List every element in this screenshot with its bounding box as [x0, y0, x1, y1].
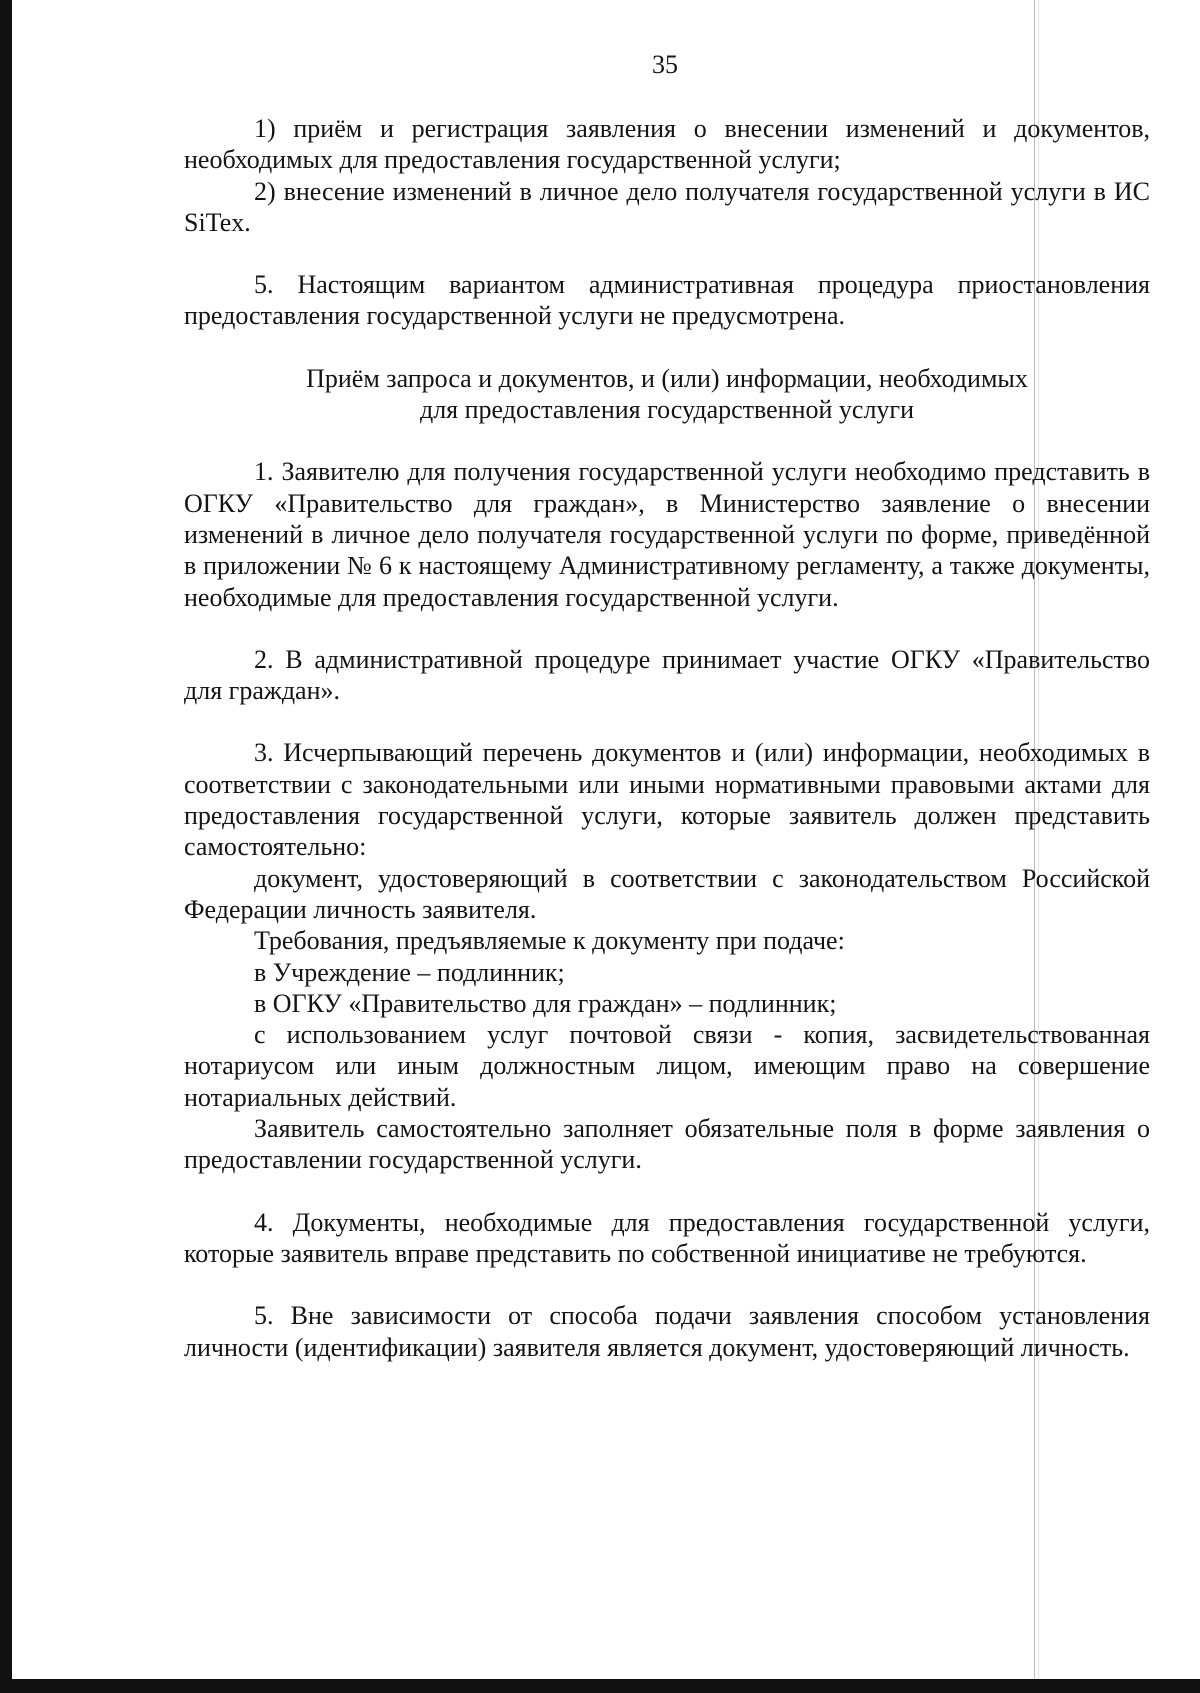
paragraph-2: 2. В административной процедуре принимает участие ОГКУ «Правительство для граждан».	[184, 644, 1150, 706]
paragraph-3-ogku: в ОГКУ «Правительство для граждан» – подлинник;	[254, 988, 837, 1018]
scan-edge-bottom	[0, 1679, 1200, 1693]
section-heading	[184, 363, 1150, 426]
list-item-2: 2) внесение изменений в личное дело получателя государственной услуги в ИС SiTex.	[184, 176, 1150, 237]
paragraph-1: 1. Заявителю для получения государственной услуги необходимо представить в ОГКУ «Правительство для граждан», в Министерство заявление о внесении изменений в личное дело получателя государственной услуги по форме, приведённой в приложении № 6 к настоящему Административному регламенту, а также документы, необходимые для предоставления государственной услуги.	[184, 457, 1150, 612]
paragraph-5-suspension: 5. Настоящим вариантом административная процедура приостановления предоставления государственной услуги не предусмотрена.	[184, 270, 1150, 331]
paragraph-5: 5. Вне зависимости от способа подачи заявления способом установления личности (идентификации) заявителя является документ, удостоверяющий личность.	[184, 1301, 1150, 1362]
document-body	[184, 113, 1150, 1363]
section-heading-line-2: для предоставления государственной услуги	[419, 395, 915, 425]
page-number: 35	[652, 50, 678, 79]
scan-edge-left	[0, 0, 12, 1693]
paragraph-3-institution: в Учреждение – подлинник;	[254, 957, 565, 987]
paragraph-3-requirements: Требования, предъявляемые к документу при подаче:	[254, 926, 845, 956]
paragraph-4: 4. Документы, необходимые для предоставления государственной услуги, которые заявитель вправе представить по собственной инициативе не требуются.	[184, 1207, 1150, 1268]
paragraph-3: 3. Исчерпывающий перечень документов и (или) информации, необходимых в соответствии с законодательными или иными нормативными правовыми актами для предоставления государственной услуги, которые заявитель должен представить самостоятельно:	[184, 738, 1150, 862]
paragraph-3-postal: с использованием услуг почтовой связи - копия, засвидетельствованная нотариусом или иным должностным лицом, имеющим право на совершение нотариальных действий.	[184, 1020, 1150, 1112]
paragraph-3-applicant-fills: Заявитель самостоятельно заполняет обязательные поля в форме заявления о предоставлении государственной услуги.	[184, 1114, 1150, 1175]
section-heading-line-1: Приём запроса и документов, и (или) информации, необходимых	[306, 363, 1028, 393]
paragraph-3-document: документ, удостоверяющий в соответствии с законодательством Российской Федерации личность заявителя.	[184, 863, 1150, 924]
list-item-1: 1) приём и регистрация заявления о внесении изменений и документов, необходимых для предоставления государственной услуги;	[184, 114, 1150, 175]
